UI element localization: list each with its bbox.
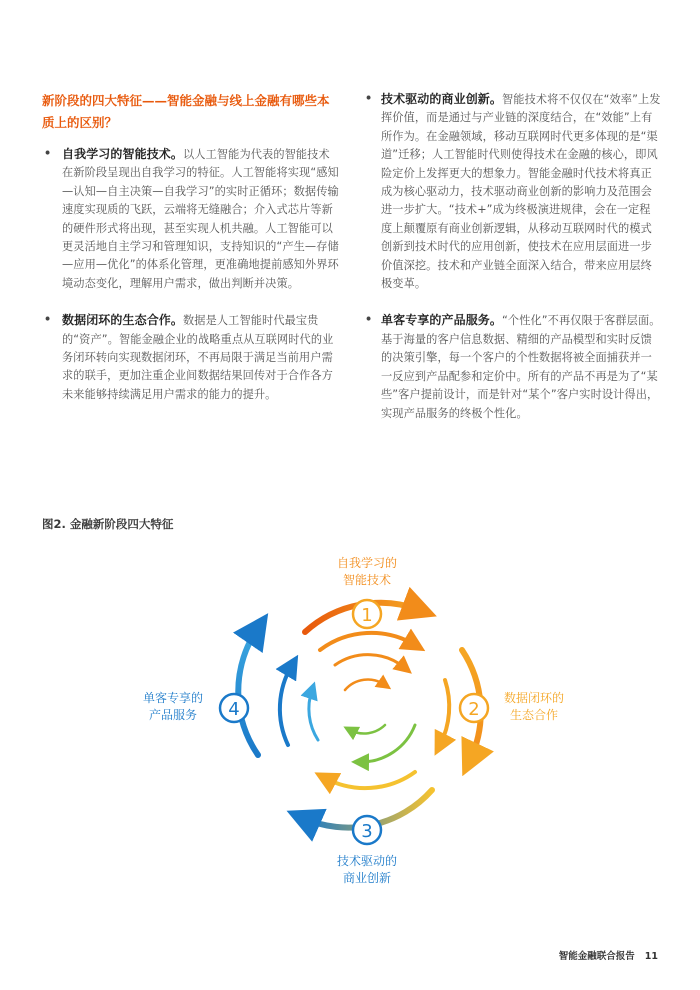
figure-caption: 图2. 金融新阶段四大特征 (42, 517, 174, 531)
outer-ring (238, 603, 481, 828)
node-label-line1: 技术驱动的 (336, 854, 398, 868)
bullet: • (44, 313, 52, 327)
feature-item-4 (363, 311, 661, 422)
feature-item-2 (42, 311, 340, 404)
node-label-line2: 智能技术 (342, 573, 392, 587)
feature-item-3 (363, 90, 661, 293)
feature-text: 以人工智能为代表的智能技术在新阶段呈现出自我学习的特征。人工智能将实现“感知—认知—自主决策—自我学习”的实时正循环；数据传输速度实现质的飞跃，云端将无缝融合；介入式芯片等新的硬件形式将出现，甚至实现人机共融。人工智能可以更灵活地自主学习和管理知识，支持知识的“产生—存储—应用—优化”的体系化管理，更准确地提前感知外界环境动态变化，理解用户需求，做出判断并决策。 (62, 148, 339, 290)
node-label-line2: 生态合作 (509, 708, 559, 722)
node-number: 4 (228, 699, 240, 720)
node-2 (460, 690, 564, 722)
feature-text: 智能技术将不仅仅在“效率”上发挥价值，而是通过与产业链的深度结合，在“效能”上有所作为。在金融领域，移动互联网时代更多体现的是“渠道”迁移；人工智能时代则使得技术在金融的核心，即风险定价上发挥更大的想象力。智能金融时代技术将真正成为核心驱动力，技术驱动商业创新的影响力及范围会进一步扩大。“技术+”成为终极演进规律，会在一定程度上颠覆原有商业创新逻辑，从移动互联网时代的模式创新到技术时代的应用创新，使技术在应用层面进一步价值深挖。技术和产业链全面深入结合，带来应用层终极变革。 (381, 93, 661, 291)
feature-text: “个性化”不再仅限于客群层面。基于海量的客户信息数据、精细的产品模型和实时反馈的决策引擎，每一个客户的个性数据将被全面捕获并一一反应到产品配参和定价中。所有的产品不再是为了“某些”客户提前设计，而是针对“某个”客户实时设计得出，实现产品服务的终极个性化。 (381, 314, 661, 420)
page-number: 11 (644, 951, 658, 962)
innermost-ring (345, 680, 385, 734)
node-label-line1: 数据闭环的 (503, 691, 565, 705)
node-label-line2: 商业创新 (342, 871, 392, 885)
bullet: • (365, 313, 373, 327)
right-column (363, 90, 661, 423)
node-1 (337, 555, 397, 628)
page-footer (559, 948, 658, 962)
four-features-diagram (0, 540, 700, 900)
section-heading: 新阶段的四大特征——智能金融与线上金融有哪些本质上的区别？ (42, 93, 330, 130)
feature-lead: 技术驱动的商业创新。 (381, 92, 503, 106)
node-number: 3 (361, 821, 373, 842)
bullet: • (365, 92, 373, 105)
node-number: 2 (468, 699, 480, 720)
node-label-line1: 自我学习的 (336, 556, 398, 570)
node-4 (143, 690, 248, 722)
bullet: • (44, 147, 52, 160)
feature-text: 数据是人工智能时代最宝贵的“资产”。智能金融企业的战略重点从互联网时代的业务闭环转向实现数据闭环，不再局限于满足当前用户需求的联手，更加注重企业间数据结果回传对于合作各方未来能够持续满足用户需求的能力的提升。 (62, 314, 334, 401)
node-label-line2: 产品服务 (148, 708, 198, 722)
report-title: 智能金融联合报告 (558, 951, 635, 962)
node-label-line1: 单客专享的 (142, 691, 204, 705)
inner-ring (309, 655, 415, 762)
left-column (42, 90, 340, 404)
feature-lead: 单客专享的产品服务。 (381, 313, 503, 328)
feature-lead: 自我学习的智能技术。 (62, 147, 184, 161)
feature-item-1 (42, 145, 340, 293)
node-number: 1 (361, 605, 373, 626)
feature-lead: 数据闭环的生态合作。 (62, 313, 184, 328)
